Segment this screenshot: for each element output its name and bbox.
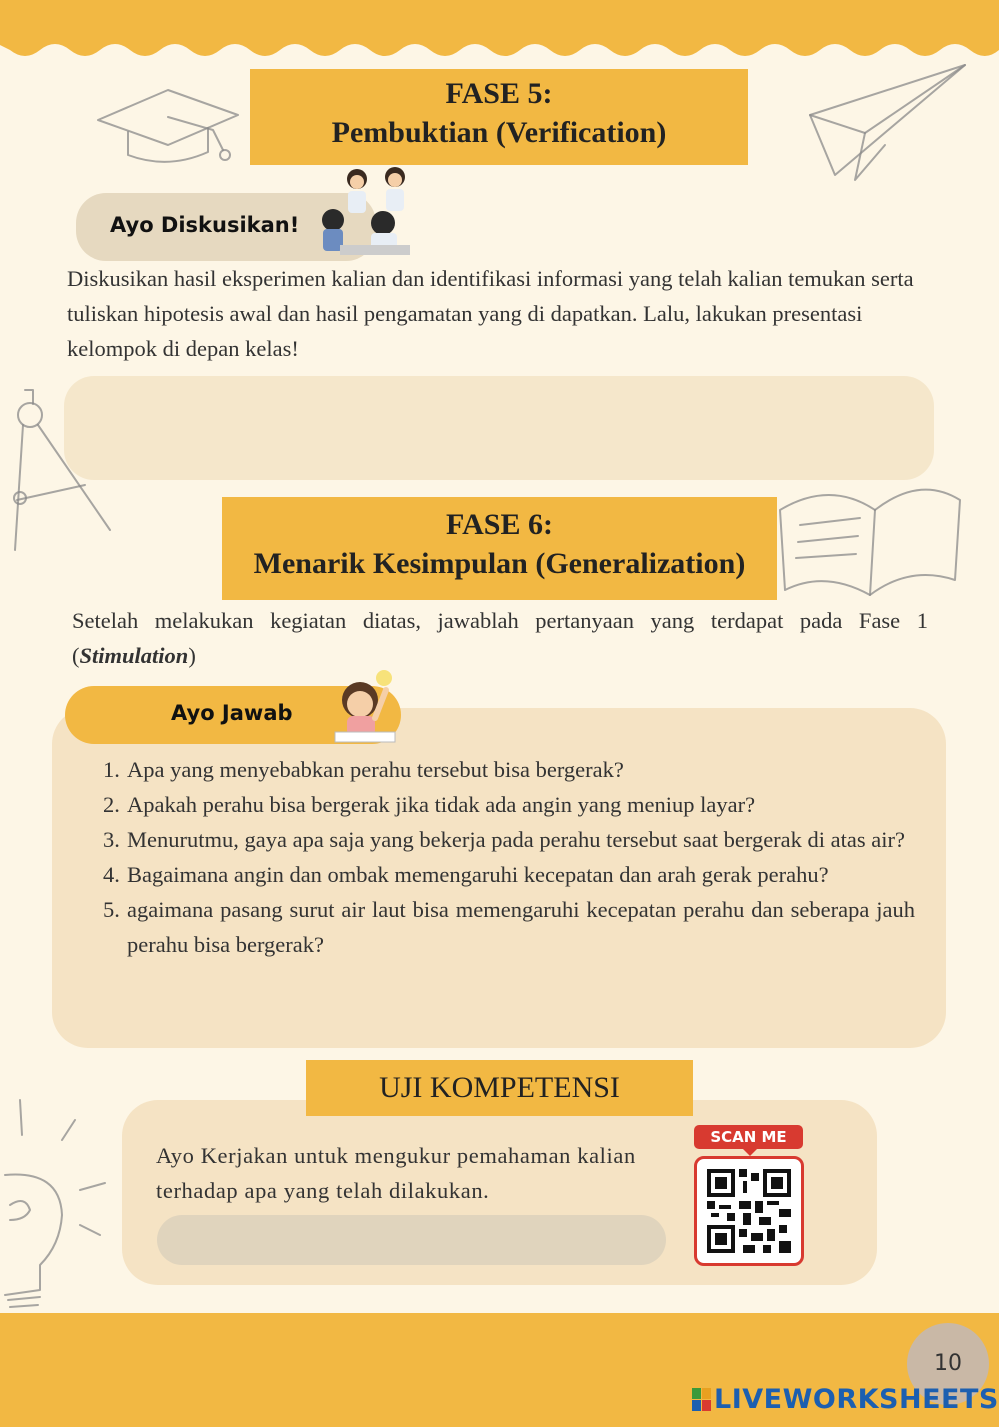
conclusion-text-italic: Stimulation — [79, 643, 189, 668]
phase6-header — [222, 497, 777, 600]
questions-list — [103, 752, 915, 962]
phase5-subtitle: Pembuktian (Verification) — [331, 116, 667, 149]
question-number: 5. — [103, 897, 120, 922]
question-text: Apa yang menyebabkan perahu tersebut bisa bergerak? — [127, 757, 624, 782]
phase5-header — [250, 69, 748, 165]
graduation-cap-icon — [88, 70, 248, 170]
light-bulb-icon — [0, 1095, 110, 1315]
question-item — [103, 822, 915, 857]
child-lightbulb-illustration — [330, 668, 405, 748]
question-number: 3. — [103, 827, 120, 852]
paper-plane-icon — [805, 55, 970, 185]
question-text: agaimana pasang surut air laut bisa memengaruhi kecepatan perahu dan seberapa jauh perahu bisa bergerak? — [127, 897, 915, 957]
page-number: 10 — [907, 1323, 989, 1405]
question-number: 2. — [103, 792, 120, 817]
liveworksheets-brand[interactable]: LIVEWORKSHEETS — [714, 1384, 999, 1415]
conclusion-text-main: Setelah melakukan kegiatan diatas, jawablah pertanyaan yang terdapat pada Fase 1 ( — [72, 608, 928, 668]
phase6-subtitle: Menarik Kesimpulan (Generalization) — [253, 547, 746, 580]
qr-code[interactable] — [694, 1156, 804, 1266]
question-text: Bagaimana angin dan ombak memengaruhi kecepatan dan arah gerak perahu? — [127, 862, 829, 887]
discuss-text: Diskusikan hasil eksperimen kalian dan identifikasi informasi yang telah kalian temukan serta tuliskan hipotesis awal dan hasil pengamatan yang di dapatkan. Lalu, lakukan presentasi kelompok di depan kelas! — [67, 266, 914, 361]
conclusion-text-end: ) — [188, 643, 196, 668]
phase6-title: FASE 6: — [446, 508, 553, 541]
question-item — [103, 892, 915, 962]
question-number: 4. — [103, 862, 120, 887]
answer-label: Ayo Jawab — [171, 701, 293, 725]
question-text: Menurutmu, gaya apa saja yang bekerja pada perahu tersebut saat bergerak di atas air? — [127, 827, 905, 852]
liveworksheets-logo-icon — [692, 1388, 712, 1412]
scan-me-label: SCAN ME — [694, 1125, 803, 1149]
discuss-label: Ayo Diskusikan! — [110, 213, 300, 237]
conclusion-text — [72, 603, 928, 673]
question-number: 1. — [103, 757, 120, 782]
question-item — [103, 752, 915, 787]
uji-text: Ayo Kerjakan untuk mengukur pemahaman kalian terhadap apa yang telah dilakukan. — [156, 1143, 636, 1203]
scan-me-pointer — [742, 1148, 758, 1156]
uji-title: UJI KOMPETENSI — [306, 1060, 693, 1116]
open-book-icon — [770, 470, 970, 600]
question-item — [103, 787, 915, 822]
students-discussing-illustration — [315, 165, 420, 260]
phase5-title: FASE 5: — [445, 77, 553, 110]
uji-link-field[interactable] — [157, 1215, 666, 1265]
question-text: Apakah perahu bisa bergerak jika tidak ada angin yang meniup layar? — [127, 792, 756, 817]
qr-pattern-icon — [707, 1169, 791, 1253]
question-item — [103, 857, 915, 892]
discussion-answer-field[interactable] — [64, 376, 934, 480]
